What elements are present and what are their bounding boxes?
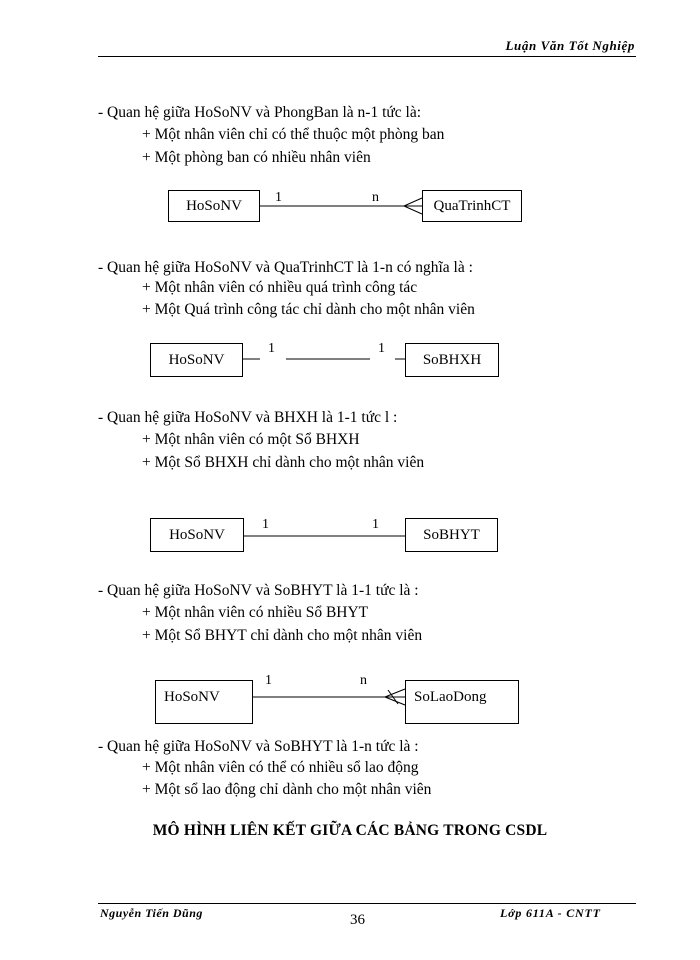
relationship-statement: - Quan hệ giữa HoSoNV và SoBHYT là 1-n tức là :	[98, 738, 419, 755]
entity-box: HoSoNV	[150, 518, 244, 552]
entity-box: SoLaoDong	[405, 680, 519, 724]
relationship-point: + Một Sổ BHYT chỉ dành cho một nhân viên	[142, 627, 423, 644]
cardinality-label: 1	[378, 341, 385, 356]
figure-caption: MÔ HÌNH LIÊN KẾT GIỮA CÁC BẢNG TRONG CSDL	[152, 822, 548, 839]
crow-foot	[404, 206, 422, 214]
cardinality-label: 1	[268, 341, 275, 356]
relationship-point: + Một nhân viên có nhiều quá trình công tác	[142, 279, 418, 296]
page-number: 36	[350, 912, 365, 928]
entity-box: HoSoNV	[168, 190, 260, 222]
relationship-statement: - Quan hệ giữa HoSoNV và PhongBan là n-1 tức là:	[98, 104, 422, 121]
relationship-point: + Một Quá trình công tác chỉ dành cho một nhân viên	[142, 301, 475, 318]
cardinality-label: 1	[265, 673, 272, 688]
cardinality-label: n	[372, 190, 379, 205]
footer-rule	[98, 903, 636, 904]
entity-box: SoBHYT	[405, 518, 498, 552]
crow-foot	[404, 198, 422, 206]
relationship-statement: - Quan hệ giữa HoSoNV và SoBHYT là 1-1 tức là :	[98, 582, 419, 599]
relationship-point: + Một phòng ban có nhiều nhân viên	[142, 149, 371, 166]
header-title: Luận Văn Tốt Nghiệp	[505, 38, 635, 53]
footer-author: Nguyễn Tiến Dũng	[100, 906, 203, 920]
cardinality-label: 1	[262, 517, 269, 532]
entity-box: HoSoNV	[155, 680, 253, 724]
relationship-point: + Một sổ lao động chỉ dành cho một nhân viên	[142, 781, 432, 798]
cardinality-label: 1	[275, 190, 282, 205]
relationship-statement: - Quan hệ giữa HoSoNV và QuaTrinhCT là 1-n có nghĩa là :	[98, 259, 473, 276]
relationship-point: + Một Sổ BHXH chỉ dành cho một nhân viên	[142, 454, 425, 471]
footer-class: Lớp 611A - CNTT	[500, 906, 601, 920]
cardinality-label: n	[360, 673, 367, 688]
relationship-point: + Một nhân viên có nhiều Sổ BHYT	[142, 604, 369, 621]
entity-box: QuaTrinhCT	[422, 190, 522, 222]
relationship-point: + Một nhân viên có thể có nhiều sổ lao động	[142, 759, 419, 776]
cardinality-label: 1	[372, 517, 379, 532]
entity-box: HoSoNV	[150, 343, 243, 377]
relationship-point: + Một nhân viên chỉ có thể thuộc một phòng ban	[142, 126, 445, 143]
relationship-point: + Một nhân viên có một Sổ BHXH	[142, 431, 360, 448]
crow-foot	[385, 697, 405, 705]
entity-box: SoBHXH	[405, 343, 499, 377]
relationship-statement: - Quan hệ giữa HoSoNV và BHXH là 1-1 tức l :	[98, 409, 398, 426]
